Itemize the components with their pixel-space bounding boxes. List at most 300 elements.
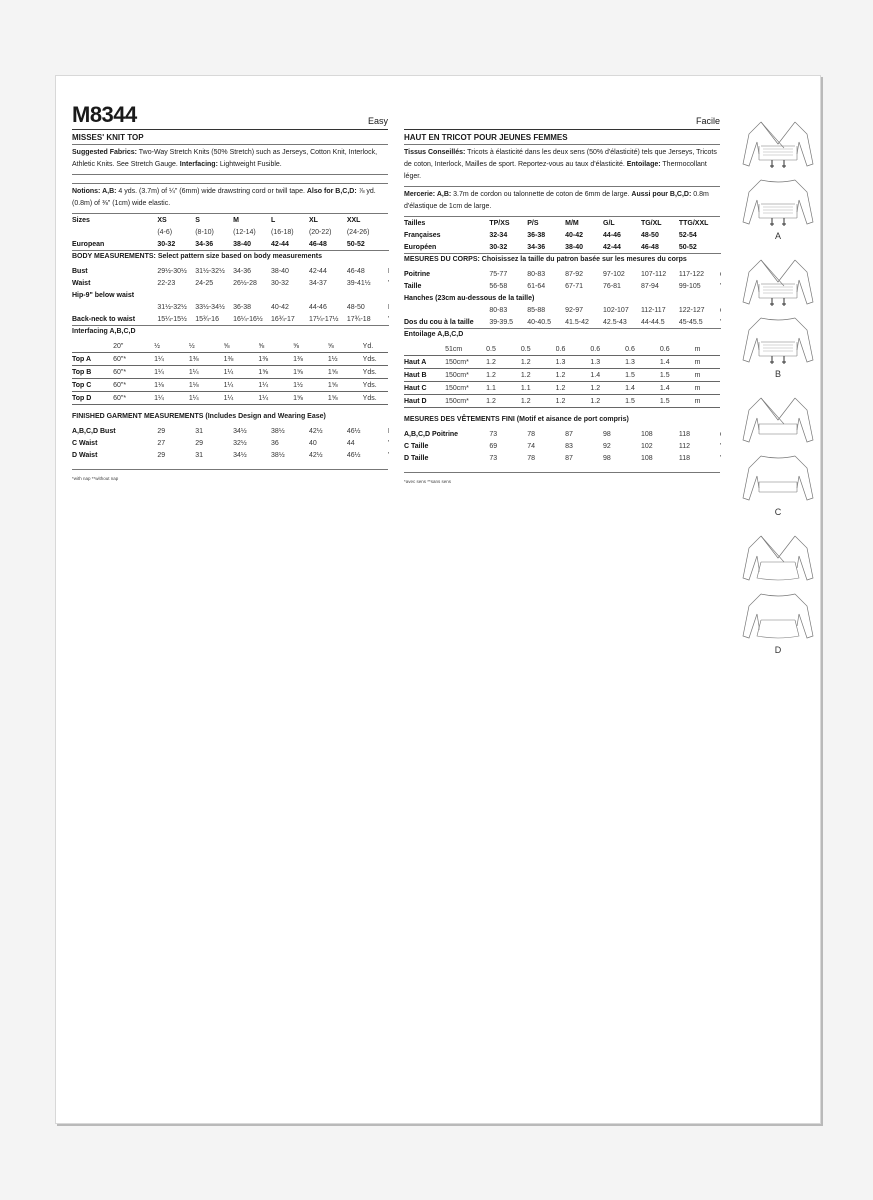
french-sizes-label: Françaises	[404, 231, 441, 239]
value-cell: (20-22)	[308, 228, 332, 236]
row-label: Waist	[72, 279, 91, 287]
value-cell: (4-6)	[157, 228, 173, 236]
interfacing-text: Lightweight Fusible.	[219, 161, 282, 168]
interfacing-label: Entoilage:	[626, 161, 661, 168]
value-cell: 31	[195, 451, 204, 459]
sizes-table	[404, 217, 720, 254]
table-row	[404, 316, 720, 329]
value-cell: 1.2	[556, 369, 591, 382]
notions-also-label: Aussi pour B,C,D:	[631, 191, 692, 198]
value-cell: 45-45.5	[679, 316, 720, 329]
value-cell: 1.2	[556, 395, 591, 408]
unit-cell: Yds.	[363, 379, 388, 392]
value-cell: 1¼	[224, 366, 259, 379]
value-cell: 1¼	[154, 366, 189, 379]
notions-paragraph	[72, 183, 388, 214]
value-cell: 1.2	[486, 356, 521, 369]
finished-measurements-heading: FINISHED GARMENT MEASUREMENTS (Includes Design and Wearing Ease)	[72, 413, 326, 420]
pattern-number: M8344	[72, 102, 137, 127]
notions-also-text: ⅞ yd. (0.8m) of ⅜" (1cm) wide elastic.	[72, 188, 376, 207]
value-cell: 38½	[271, 451, 285, 459]
value-cell: TG/XL	[640, 219, 662, 227]
table-row	[404, 440, 720, 452]
view-label: Haut B	[404, 369, 445, 382]
value-cell: 1.4	[625, 382, 660, 395]
notions-also-text: 0.8m d'élastique de 1cm de large.	[404, 191, 709, 210]
sizes-table	[72, 214, 388, 251]
table-row	[72, 265, 388, 277]
value-cell: TTG/XXL	[678, 219, 709, 227]
value-cell: 32-34	[489, 231, 508, 239]
value-cell: 27	[157, 439, 166, 447]
value-cell: 32½	[233, 439, 247, 447]
unit-cell: m	[695, 356, 720, 369]
value-cell: L	[271, 216, 276, 224]
table-row	[404, 268, 720, 280]
value-cell: ⅝	[328, 340, 363, 353]
value-cell: 40	[308, 439, 317, 447]
value-cell: S	[195, 216, 200, 224]
table-row	[404, 280, 720, 292]
value-cell: 1.1	[486, 382, 521, 395]
value-cell: 34-36	[527, 241, 565, 254]
value-cell: 1.2	[590, 382, 625, 395]
interfacing-heading: Entoilage A,B,C,D	[404, 331, 464, 338]
value-cell: 42-44	[308, 267, 327, 275]
fabric-width: 20"	[113, 340, 154, 353]
value-cell: 42-44	[271, 238, 309, 251]
fabric-width: 150cm*	[445, 395, 486, 408]
view-label: Haut D	[404, 395, 445, 408]
fabric-width: 150cm*	[445, 369, 486, 382]
yardage-table	[404, 343, 720, 408]
value-cell: M	[233, 216, 239, 224]
value-cell: 87-94	[640, 282, 659, 290]
value-cell: 78	[527, 454, 536, 462]
back-view-sketch-icon	[739, 586, 817, 644]
value-cell: 34-36	[233, 267, 252, 275]
row-label: A,B,C,D Poitrine	[404, 430, 459, 438]
value-cell: 1⅜	[189, 353, 224, 366]
value-cell: 44-46	[603, 231, 621, 239]
pattern-title: HAUT EN TRICOT POUR JEUNES FEMMES	[404, 130, 720, 145]
european-label: Européen	[404, 241, 489, 254]
table-row	[404, 452, 720, 464]
fabrics-paragraph	[404, 145, 720, 187]
value-cell: 1¼	[189, 366, 224, 379]
row-label: C Taille	[404, 442, 429, 450]
fabrics-label: Tissus Conseillés:	[404, 149, 466, 156]
value-cell: 52-54	[678, 231, 697, 239]
pattern-envelope-back	[55, 75, 821, 1124]
table-row	[72, 449, 388, 461]
value-cell: 38-40	[233, 238, 271, 251]
european-label: European	[72, 238, 157, 251]
value-cell: XS	[157, 216, 167, 224]
value-cell: 38-40	[565, 241, 603, 254]
value-cell: 31	[195, 427, 204, 435]
value-cell: 44-44.5	[641, 316, 679, 329]
value-cell: 46-48	[346, 267, 365, 275]
value-cell: 87	[565, 454, 573, 462]
notions-label: Notions: A,B:	[72, 188, 117, 195]
value-cell: 1⅜	[258, 353, 293, 366]
value-cell: 0.6	[590, 343, 625, 356]
fabric-width: 60"*	[113, 366, 154, 379]
value-cell: 56-58	[489, 282, 508, 290]
view-label: A	[774, 231, 781, 241]
value-cell: 74	[527, 442, 536, 450]
front-view-sketch-icon	[739, 390, 817, 448]
value-cell: 42-44	[603, 241, 641, 254]
fabrics-label: Suggested Fabrics:	[72, 149, 137, 156]
table-row	[72, 313, 388, 326]
value-cell: 85-88	[527, 306, 546, 314]
value-cell: 46-48	[641, 241, 679, 254]
view-label: D	[774, 645, 782, 655]
value-cell: 61-64	[527, 282, 546, 290]
value-cell: 1⅝	[293, 392, 328, 405]
value-cell: 117-122	[678, 270, 705, 278]
body-measurements-heading: MESURES DU CORPS: Choisissez la taille du patron basée sur les mesures du corps	[404, 256, 687, 263]
front-view-sketch-icon	[739, 528, 817, 586]
value-cell: 44	[346, 439, 355, 447]
value-cell: 0.5	[521, 343, 556, 356]
value-cell: 83	[565, 442, 573, 450]
value-cell: 1.2	[521, 369, 556, 382]
table-row	[404, 428, 720, 440]
value-cell: 39-39.5	[489, 316, 527, 329]
view-label: Top B	[72, 366, 113, 379]
back-view-sketch-icon	[739, 448, 817, 506]
unit-cell: m	[695, 382, 720, 395]
footnote: *avec sens **sans sens	[404, 472, 720, 484]
row-label: C Waist	[72, 439, 98, 447]
value-cell: 102-107	[603, 306, 629, 314]
value-cell: 92-97	[565, 306, 584, 314]
value-cell: ⅝	[224, 340, 259, 353]
body-measurements-heading: BODY MEASUREMENTS: Select pattern size based on body measurements	[72, 253, 322, 260]
table-row	[72, 340, 388, 353]
finished-measurements-table	[404, 428, 720, 464]
value-cell: 50-52	[347, 238, 388, 251]
value-cell: 26½-28	[233, 279, 257, 287]
view-label: C	[774, 507, 782, 517]
unit-cell: m	[695, 369, 720, 382]
interfacing-label: Interfacing:	[179, 161, 218, 168]
fr-tables	[404, 217, 720, 464]
finished-measurements-heading: MESURES DES VÊTEMENTS FINI (Motif et aisance de port compris)	[404, 416, 629, 423]
value-cell: 24-25	[195, 279, 214, 287]
table-row	[72, 437, 388, 449]
unit-cell: Yds.	[363, 353, 388, 366]
value-cell: 30-32	[271, 279, 289, 287]
french-column	[404, 76, 720, 484]
table-row	[404, 395, 720, 408]
value-cell: 42½	[308, 451, 323, 459]
value-cell: 1¼	[154, 353, 189, 366]
en-tables	[72, 214, 388, 461]
table-row	[404, 343, 720, 356]
value-cell: 40-42	[565, 231, 584, 239]
table-row	[404, 356, 720, 369]
finished-measurements-table	[72, 425, 388, 461]
hip-label: Hanches (23cm au-dessous de la taille)	[404, 294, 535, 302]
notions-also-label: Also for B,C,D:	[306, 188, 357, 195]
english-column	[72, 76, 388, 481]
fabric-width: 60"*	[113, 392, 154, 405]
value-cell: 41.5-42	[565, 316, 603, 329]
value-cell: M/M	[565, 219, 579, 227]
fabric-width: 150cm*	[445, 382, 486, 395]
value-cell: 44-46	[308, 303, 327, 311]
fabric-width: 60"*	[113, 379, 154, 392]
value-cell: 1⅛	[154, 379, 189, 392]
value-cell: 30-32	[489, 241, 527, 254]
notions-paragraph	[404, 187, 720, 217]
value-cell: 102	[640, 442, 653, 450]
value-cell: 34-36	[195, 238, 233, 251]
value-cell: 1.3	[556, 356, 591, 369]
row-label: A,B,C,D Bust	[72, 427, 116, 435]
value-cell: 40-40.5	[527, 316, 565, 329]
value-cell: XL	[308, 216, 318, 224]
value-cell: 46½	[346, 427, 361, 435]
value-cell: 17¼-17½	[309, 313, 347, 326]
value-cell: 99-105	[678, 282, 701, 290]
value-cell: ⅝	[258, 340, 293, 353]
table-row	[72, 301, 388, 313]
value-cell: 16¾-17	[271, 313, 309, 326]
value-cell: 1⅝	[293, 366, 328, 379]
value-cell: 29½-30½	[157, 267, 187, 275]
view-b	[739, 252, 817, 380]
view-label: Top D	[72, 392, 113, 405]
value-cell: 108	[640, 454, 653, 462]
value-cell: 97-102	[603, 270, 625, 278]
value-cell: ½	[154, 340, 189, 353]
value-cell: 108	[640, 430, 653, 438]
view-c	[739, 390, 817, 518]
value-cell: 0.6	[556, 343, 591, 356]
value-cell: 30-32	[157, 238, 195, 251]
value-cell: 1¼	[258, 392, 293, 405]
value-cell: ½	[189, 340, 224, 353]
value-cell: 98	[603, 454, 611, 462]
sizes-label: Tailles	[404, 219, 426, 227]
difficulty-level: Facile	[695, 116, 720, 126]
fabric-width: 150cm*	[445, 356, 486, 369]
value-cell: 1⅝	[328, 379, 363, 392]
value-cell: 1¼	[154, 392, 189, 405]
value-cell: 107-112	[640, 270, 667, 278]
value-cell: 1.5	[625, 395, 660, 408]
value-cell: 80-83	[527, 270, 546, 278]
value-cell: 73	[489, 430, 498, 438]
unit-cell: Yd.	[363, 340, 388, 353]
value-cell: 42½	[308, 427, 323, 435]
fabrics-paragraph	[72, 145, 388, 175]
view-label: Top A	[72, 353, 113, 366]
header	[404, 76, 720, 130]
value-cell: 48-50	[346, 303, 365, 311]
table-row	[72, 353, 388, 366]
front-view-sketch-icon	[739, 252, 817, 310]
value-cell: 1.2	[590, 395, 625, 408]
value-cell: 29	[195, 439, 204, 447]
value-cell: 0.6	[660, 343, 695, 356]
value-cell: 0.5	[486, 343, 521, 356]
unit-cell: Yds.	[363, 366, 388, 379]
value-cell: 1.2	[486, 369, 521, 382]
value-cell: 67-71	[565, 282, 584, 290]
value-cell: 87	[565, 430, 573, 438]
row-label: Bust	[72, 267, 88, 275]
notions-text: 4 yds. (3.7m) of ¼" (6mm) wide drawstring cord or twill tape.	[118, 188, 305, 195]
value-cell: 69	[489, 442, 498, 450]
fabrics-text: Tricots à élasticité dans les deux sens (50% d'élasticité) tels que Jerseys, Tricots de coton, Interlock, Mailles de sport. Reportez-vous au taux d'élasticité.	[404, 149, 717, 168]
value-cell: 1½	[293, 379, 328, 392]
view-label: Top C	[72, 379, 113, 392]
table-row	[404, 304, 720, 316]
body-measurements-table	[72, 265, 388, 326]
value-cell: 16¼-16½	[233, 313, 271, 326]
value-cell: 80-83	[489, 306, 508, 314]
value-cell: G/L	[603, 219, 615, 227]
value-cell: 1⅜	[293, 353, 328, 366]
value-cell: 36-38	[527, 231, 546, 239]
value-cell: 34-37	[308, 279, 327, 287]
row-label: Taille	[404, 282, 422, 290]
value-cell: 1⅝	[328, 392, 363, 405]
value-cell: 1.1	[521, 382, 556, 395]
hip-label: Hip-9" below waist	[72, 291, 135, 299]
table-row	[72, 277, 388, 289]
value-cell: 1.4	[660, 382, 695, 395]
table-row	[72, 425, 388, 437]
view-d	[739, 528, 817, 656]
value-cell: 1.3	[590, 356, 625, 369]
notions-text: 3.7m de cordon ou talonnette de coton de 6mm de large.	[453, 191, 630, 198]
value-cell: 36	[271, 439, 279, 447]
back-neck-label: Back-neck to waist	[72, 313, 157, 326]
table-row	[72, 392, 388, 405]
row-label: D Taille	[404, 454, 429, 462]
interfacing-heading: Interfacing A,B,C,D	[72, 328, 136, 335]
value-cell: 1⅜	[224, 353, 259, 366]
value-cell: 75-77	[489, 270, 508, 278]
value-cell: 1.2	[521, 356, 556, 369]
value-cell: 39-41½	[346, 279, 371, 287]
value-cell: 1.3	[625, 356, 660, 369]
value-cell: 118	[678, 430, 691, 438]
value-cell: 1.5	[625, 369, 660, 382]
value-cell: 1⅝	[258, 366, 293, 379]
value-cell: 0.6	[625, 343, 660, 356]
value-cell: 1¼	[224, 379, 259, 392]
value-cell: 1⅛	[189, 379, 224, 392]
view-label: Haut A	[404, 356, 445, 369]
back-view-sketch-icon	[739, 310, 817, 368]
value-cell: 1.4	[660, 356, 695, 369]
interfacing-text: Thermocollant léger.	[404, 161, 707, 180]
value-cell: 17¾-18	[347, 313, 388, 326]
value-cell: 98	[603, 430, 611, 438]
difficulty-level: Easy	[367, 116, 388, 126]
table-row	[404, 382, 720, 395]
row-label: Poitrine	[404, 270, 431, 278]
value-cell: 1.4	[590, 369, 625, 382]
value-cell: 50-52	[679, 241, 720, 254]
value-cell: 1¼	[189, 392, 224, 405]
sizes-label: Sizes	[72, 216, 90, 224]
value-cell: 76-81	[603, 282, 621, 290]
value-cell: 36-38	[233, 303, 252, 311]
fabrics-text: Two-Way Stretch Knits (50% Stretch) such as Jerseys, Cotton Knit, Interlock, Athletic Knits. See Stretch Gauge.	[72, 149, 378, 168]
back-neck-label: Dos du cou à la taille	[404, 316, 489, 329]
value-cell: 33½-34½	[195, 303, 225, 311]
value-cell: 1.5	[660, 395, 695, 408]
value-cell: (12-14)	[233, 228, 256, 236]
value-cell: 1⅝	[328, 366, 363, 379]
value-cell: 31½-32½	[157, 303, 187, 311]
value-cell: 1½	[328, 353, 363, 366]
yardage-table	[72, 340, 388, 405]
value-cell: 73	[489, 454, 498, 462]
value-cell: 15¼-15½	[157, 313, 195, 326]
table-row	[72, 379, 388, 392]
value-cell: P/S	[527, 219, 539, 227]
value-cell: TP/XS	[489, 219, 510, 227]
front-view-sketch-icon	[739, 114, 817, 172]
value-cell: 118	[678, 454, 691, 462]
value-cell: 87-92	[565, 270, 584, 278]
value-cell: 1.5	[660, 369, 695, 382]
value-cell: 1.2	[521, 395, 556, 408]
value-cell: 29	[157, 427, 166, 435]
view-label: B	[774, 369, 781, 379]
view-label: Haut C	[404, 382, 445, 395]
value-cell: 112-117	[640, 306, 666, 314]
unit-cell: m	[695, 395, 720, 408]
value-cell: ⅝	[293, 340, 328, 353]
value-cell: 92	[603, 442, 611, 450]
value-cell: 46½	[346, 451, 361, 459]
fabric-width: 51cm	[445, 343, 486, 356]
value-cell: 122-127	[678, 306, 705, 314]
table-row	[404, 369, 720, 382]
value-cell: (16-18)	[271, 228, 294, 236]
value-cell: (24-26)	[346, 228, 370, 236]
value-cell: 1.2	[486, 395, 521, 408]
value-cell: 31½-32½	[195, 267, 225, 275]
value-cell: 38½	[271, 427, 285, 435]
value-cell: 78	[527, 430, 536, 438]
value-cell: 15¾-16	[195, 313, 233, 326]
value-cell: 29	[157, 451, 166, 459]
value-cell: 1¼	[224, 392, 259, 405]
value-cell: 1¼	[258, 379, 293, 392]
unit-cell: m	[695, 343, 720, 356]
back-view-sketch-icon	[739, 172, 817, 230]
value-cell: XXL	[346, 216, 361, 224]
value-cell: 34½	[233, 451, 247, 459]
view-sketches	[739, 114, 817, 666]
value-cell: 38-40	[271, 267, 289, 275]
value-cell: 46-48	[309, 238, 347, 251]
notions-label: Mercerie: A,B:	[404, 191, 452, 198]
fabric-width: 60"*	[113, 353, 154, 366]
